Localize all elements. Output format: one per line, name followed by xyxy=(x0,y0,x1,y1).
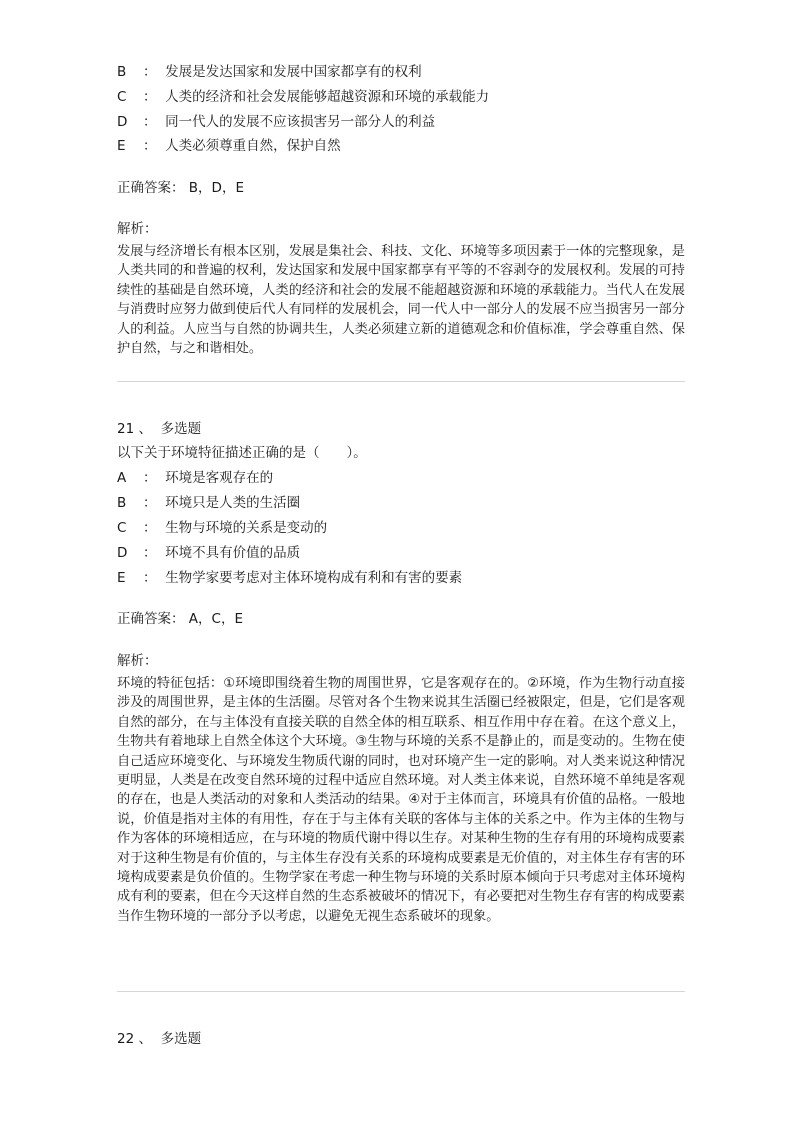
q21-option-d[interactable]: D ： 环境不具有价值的品质 xyxy=(117,545,301,561)
q20-answer: 正确答案： B，D，E xyxy=(117,180,244,196)
q21-answer-value: A，C，E xyxy=(188,611,243,627)
q20-analysis-label: 解析： xyxy=(117,221,158,237)
q20-answer-value: B，D，E xyxy=(188,180,244,196)
q20-option-d[interactable]: D ： 同一代人的发展不应该损害另一部分人的利益 xyxy=(117,114,436,130)
q21-type: 多选题 xyxy=(160,421,202,437)
q20-analysis-text: 发展与经济增长有根本区别，发展是集社会、科技、文化、环境等多项因素于一体的完整现象，是人类共同的和普遍的权利，发达国家和发展中国家都享有平等的不容剥夺的发展权利。发展的可持续性的基础是自然环境，人类的经济和社会的发展不能超越资源和环境的承载能力。当代人在发展与消费时应努力做到使后代人有同样的发展机会，同一代人中一部分人的发展不应当损害另一部分人的利益。人应当与自然的协调共生，人类必须建立新的道德观念和价值标准，学会尊重自然、保护自然，与之和谐相处。 xyxy=(117,244,685,357)
q21-analysis-label: 解析： xyxy=(117,653,158,669)
q21-analysis-text: 环境的特征包括：①环境即围绕着生物的周围世界，它是客观存在的。②环境，作为生物行动直接涉及的周围世界，是主体的生活圈。尽管对各个生物来说其生活圈已经被限定，但是，它们是客观自然的部分，在与主体没有直接关联的自然全体的相互联系、相互作用中存在着。在这个意义上，生物共有着地球上自然全体这个大环境。③生物与环境的关系不是静止的，而是变动的。生物在使自己适应环境变化、与环境发生物质代谢的同时，也对环境产生一定的影响。对人类来说这种情况更明显，人类是在改变自然环境的过程中适应自然环境。对人类主体来说，自然环境不单纯是客观的存在，也是人类活动的对象和人类活动的结果。④对于主体而言，环境具有价值的品格。一般地说，价值是指对主体的有用性，存在于与主体有关联的客体与主体的关系之中。作为主体的生物与作为客体的环境相适应，在与环境的物质代谢中得以生存。对某种生物的生存有用的环境构成要素对于这种生物是有价值的，与主体生存没有关系的环境构成要素是无价值的，对主体生存有害的环境构成要素是负价值的。生物学家在考虑一种生物与环境的关系时原本倾向于只考虑对主体环境构成有利的要素，但在今天这样自然的生态系被破坏的情况下，有必要把对生物生存有害的构成要素当作生物环境的一部分予以考虑，以避免无视生态系破坏的现象。 xyxy=(117,676,685,924)
q22-number: 22 xyxy=(117,1031,135,1047)
q21-answer: 正确答案： A，C，E xyxy=(117,611,243,627)
q21-option-c[interactable]: C ： 生物与环境的关系是变动的 xyxy=(117,520,328,536)
q21-header: 21 、 多选题 xyxy=(117,421,202,437)
q20-option-c[interactable]: C ： 人类的经济和社会发展能够超越资源和环境的承载能力 xyxy=(117,89,490,105)
q21-option-e[interactable]: E ： 生物学家要考虑对主体环境构成有利和有害的要素 xyxy=(117,570,463,586)
q21-number: 21 xyxy=(117,421,135,437)
divider xyxy=(117,991,685,992)
q20-option-e[interactable]: E ： 人类必须尊重自然，保护自然 xyxy=(117,138,341,154)
q21-option-a[interactable]: A ： 环境是客观存在的 xyxy=(117,470,274,486)
q20-option-b[interactable]: B ： 发展是发达国家和发展中国家都享有的权利 xyxy=(117,64,422,80)
q22-header: 22 、 多选题 xyxy=(117,1031,202,1047)
q21-stem: 以下关于环境特征描述正确的是（ ）。 xyxy=(117,445,367,461)
divider xyxy=(117,381,685,382)
q21-option-b[interactable]: B ： 环境只是人类的生活圈 xyxy=(117,495,301,511)
q22-type: 多选题 xyxy=(160,1031,202,1047)
